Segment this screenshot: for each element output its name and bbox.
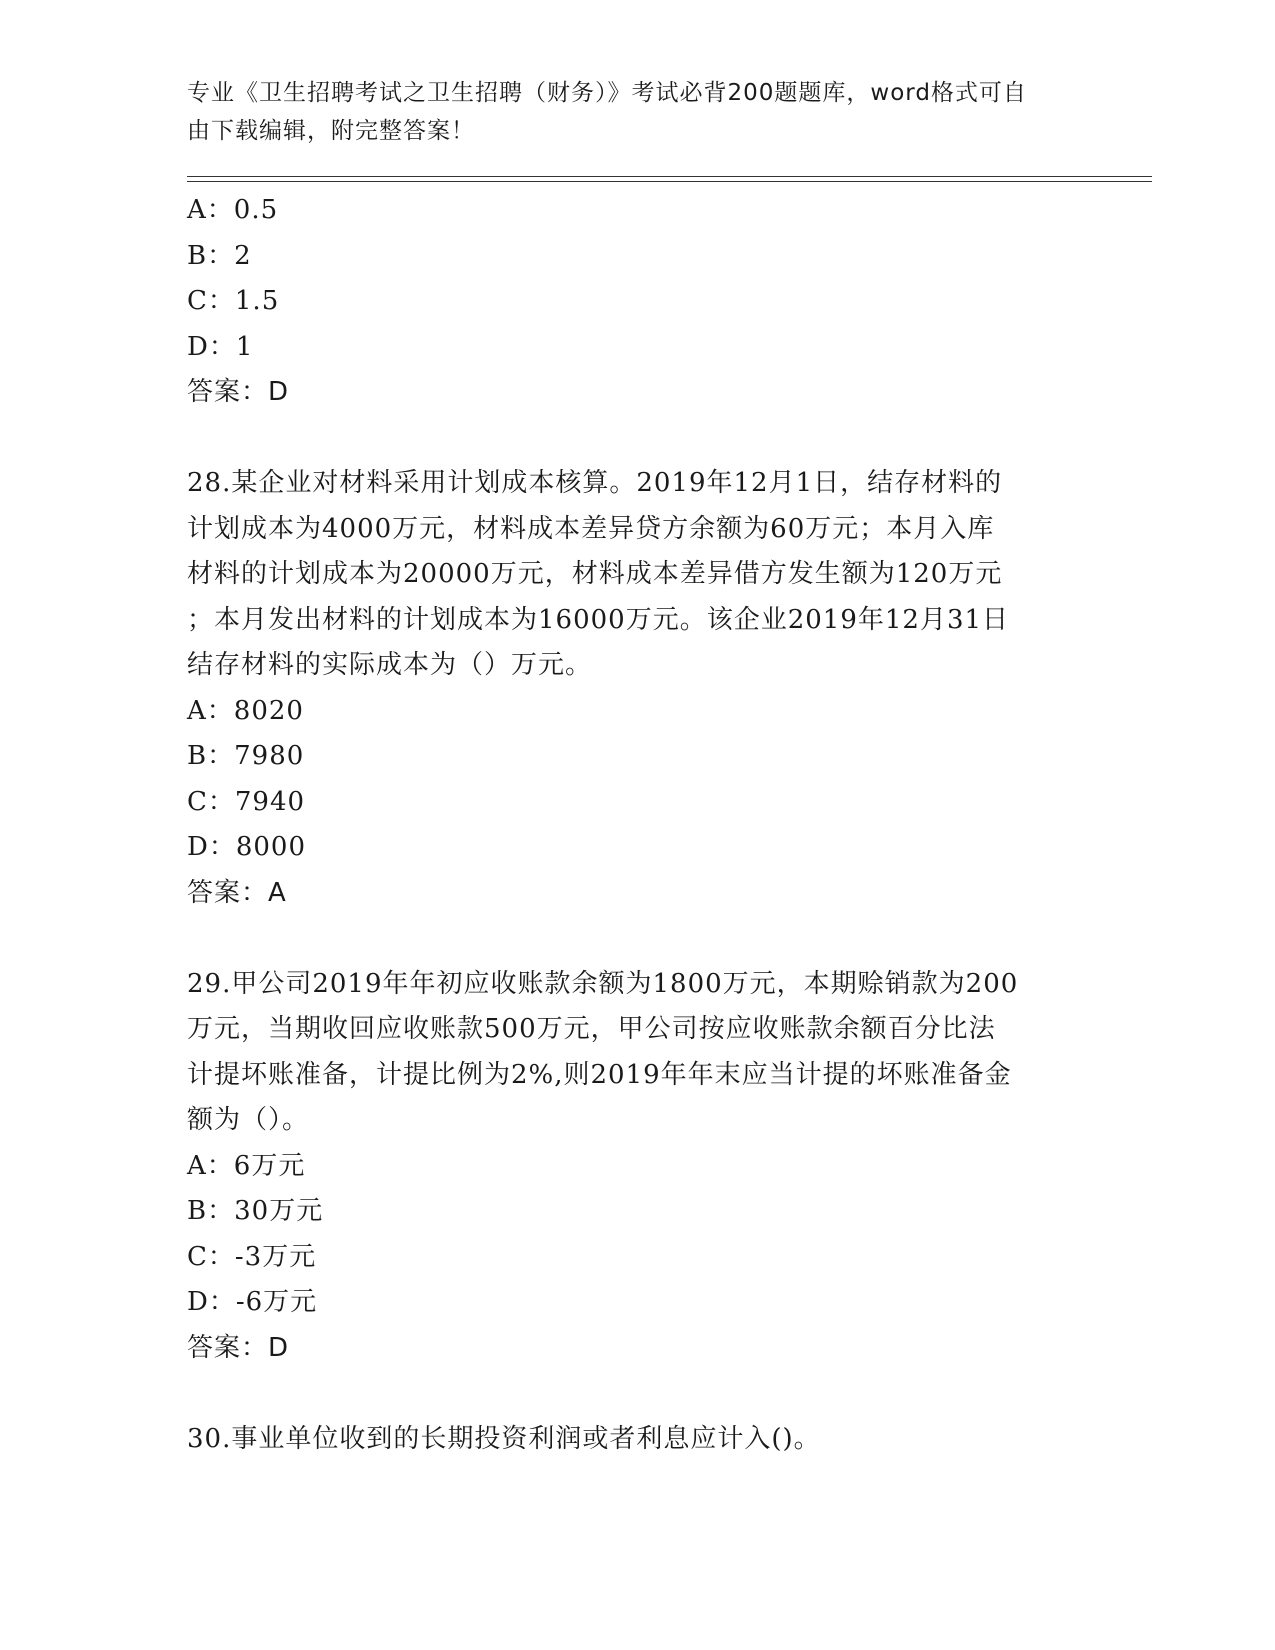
option-d: D：8000 xyxy=(187,832,307,862)
option-a: A：6万元 xyxy=(187,1150,306,1181)
stem-line: 计划成本为4000万元，材料成本差异贷方余额为60万元；本月入库 xyxy=(187,513,995,544)
answer-line: 答案：D xyxy=(187,1332,290,1363)
spacer xyxy=(187,1371,1087,1417)
stem-line: 29.甲公司2019年年初应收账款余额为1800万元，本期赊销款为200 xyxy=(187,968,1019,999)
option-c: C：1.5 xyxy=(187,286,280,316)
header-line-2: 由下载编辑，附完整答案！ xyxy=(187,118,475,144)
stem-line: 材料的计划成本为20000万元，材料成本差异借方发生额为120万元 xyxy=(187,559,1003,589)
option-a: A：0.5 xyxy=(187,195,279,225)
header-rule-top xyxy=(187,176,1152,177)
stem-line: 结存材料的实际成本为（）万元。 xyxy=(187,650,593,680)
option-a: A：8020 xyxy=(187,695,304,726)
header-line-1: 专业《卫生招聘考试之卫生招聘（财务）》考试必背200题题库，word格式可自 xyxy=(187,80,1027,106)
question-content xyxy=(187,188,1087,1462)
stem-line: ；本月发出材料的计划成本为16000万元。该企业2019年12月31日 xyxy=(187,604,1010,635)
option-d: D：-6万元 xyxy=(187,1287,318,1317)
stem-line: 30.事业单位收到的长期投资利润或者利息应计入()。 xyxy=(187,1423,821,1454)
answer-line: 答案：A xyxy=(187,877,287,908)
question-27 xyxy=(187,188,1087,416)
question-30 xyxy=(187,1417,1087,1463)
answer-line: 答案：D xyxy=(187,377,290,407)
option-c: C：7940 xyxy=(187,786,306,817)
question-28 xyxy=(187,461,1087,916)
question-stem xyxy=(187,461,1087,689)
stem-line: 计提坏账准备，计提比例为2%,则2019年年末应当计提的坏账准备金 xyxy=(187,1059,1012,1090)
question-stem xyxy=(187,1417,1087,1463)
stem-line: 额为（）。 xyxy=(187,1105,310,1135)
stem-line: 28.某企业对材料采用计划成本核算。2019年12月1日，结存材料的 xyxy=(187,468,1003,498)
option-c: C：-3万元 xyxy=(187,1241,317,1272)
spacer xyxy=(187,916,1087,962)
question-stem xyxy=(187,962,1087,1144)
option-b: B：2 xyxy=(187,240,252,271)
stem-line: 万元，当期收回应收账款500万元，甲公司按应收账款余额百分比法 xyxy=(187,1014,996,1044)
document-header xyxy=(187,74,1067,150)
option-d: D：1 xyxy=(187,331,254,362)
header-rule-bottom xyxy=(187,181,1152,182)
spacer xyxy=(187,416,1087,462)
option-b: B：7980 xyxy=(187,741,305,771)
question-29 xyxy=(187,962,1087,1372)
option-b: B：30万元 xyxy=(187,1196,324,1226)
